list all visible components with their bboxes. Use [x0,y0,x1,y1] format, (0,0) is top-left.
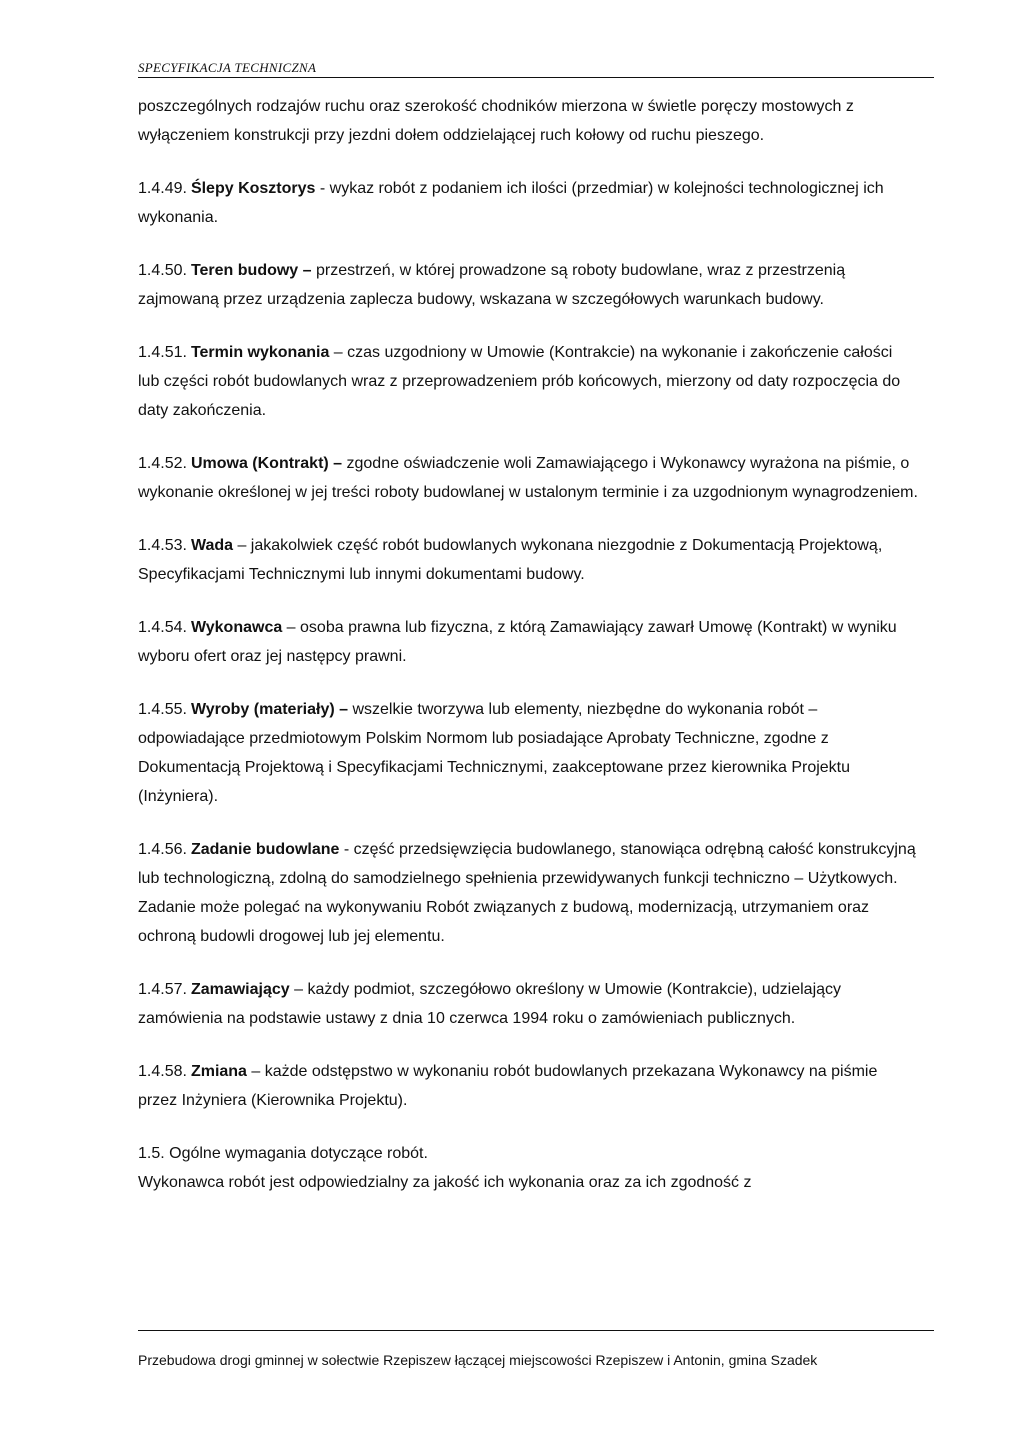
footer-divider [138,1330,934,1331]
definition-number: 1.4.49. [138,180,187,197]
definition-number: 1.4.52. [138,455,187,472]
definition-term: Termin wykonania [190,344,330,361]
definition-1-4-56 [138,835,918,951]
definition-term: Zamawiający [190,981,290,998]
definition-number: 1.4.55. [138,701,187,718]
definition-term: Wyroby (materiały) – [190,701,349,718]
definition-number: 1.4.53. [138,537,187,554]
intro-paragraph: poszczególnych rodzajów ruchu oraz szerokość chodników mierzona w świetle poręczy mostowych z wyłączeniem konstrukcji przy jezdni dołem oddzielającej ruch kołowy od ruchu pieszego. [138,98,854,144]
definition-number: 1.4.51. [138,344,187,361]
definition-1-4-51 [138,338,918,425]
definition-1-4-52 [138,449,918,507]
definition-term: Umowa (Kontrakt) – [190,455,343,472]
definition-1-4-54 [138,613,918,671]
definition-term: Wykonawca [190,619,283,636]
definition-text: przestrzeń, w której prowadzone są roboty budowlane, wraz z przestrzenią zajmowaną przez urządzenia zaplecza budowy, wskazana w szczegółowych warunkach budowy. [138,262,846,308]
definition-1-4-58 [138,1057,918,1115]
section-heading: 1.5. Ogólne wymagania dotyczące robót. [138,1145,428,1162]
definition-number: 1.4.57. [138,981,187,998]
definition-text: – czas uzgodniony w Umowie (Kontrakcie) na wykonanie i zakończenie całości lub części robót budowlanych wraz z przeprowadzeniem prób końcowych, mierzony od daty rozpoczęcia do daty zakończenia. [138,344,901,419]
definition-term: Teren budowy – [190,262,312,279]
section-paragraph: Wykonawca robót jest odpowiedzialny za jakość ich wykonania oraz za ich zgodność z [138,1174,752,1191]
definition-text: wszelkie tworzywa lub elementy, niezbędne do wykonania robót – odpowiadające przedmiotowym Polskim Normom lub posiadające Aprobaty Techniczne, zgodne z Dokumentacją Projektową i Specyfikacjami Technicznymi, zaakceptowane przez kierownika Projektu (Inżyniera). [138,701,851,805]
definition-number: 1.4.50. [138,262,187,279]
definition-number: 1.4.56. [138,841,187,858]
definition-text: - wykaz robót z podaniem ich ilości (przedmiar) w kolejności technologicznej ich wykonania. [138,180,884,226]
definition-text: – każdy podmiot, szczegółowo określony w Umowie (Kontrakcie), udzielający zamówienia na podstawie ustawy z dnia 10 czerwca 1994 roku o zamówieniach publicznych. [138,981,842,1027]
document-body [138,92,918,1197]
definition-text: - część przedsięwzięcia budowlanego, stanowiąca odrębną całość konstrukcyjną lub technologiczną, zdolną do samodzielnego spełnienia przewidywanych funkcji techniczno – Użytkowych. Zadanie może polegać na wykonywaniu Robót związanych z budową, modernizacją, utrzymaniem oraz ochroną budowli drogowej lub jej elementu. [138,841,916,945]
definition-term: Zadanie budowlane [190,841,340,858]
definition-number: 1.4.54. [138,619,187,636]
page-header-title: SPECYFIKACJA TECHNICZNA [138,60,317,75]
page-footer-text: Przebudowa drogi gminnej w sołectwie Rzepiszew łączącej miejscowości Rzepiszew i Antonin, gmina Szadek [138,1352,818,1368]
header-divider [138,77,934,78]
definition-1-4-57 [138,975,918,1033]
definition-number: 1.4.58. [138,1063,187,1080]
definition-1-4-55 [138,695,918,811]
definition-text: zgodne oświadczenie woli Zamawiającego i Wykonawcy wyrażona na piśmie, o wykonanie określonej w jej treści roboty budowlanej w ustalonym terminie i za uzgodnionym wynagrodzeniem. [138,455,918,501]
definition-text: – jakakolwiek część robót budowlanych wykonana niezgodnie z Dokumentacją Projektową, Specyfikacjami Technicznymi lub innymi dokumentami budowy. [138,537,883,583]
definition-term: Wada [190,537,234,554]
definition-text: – każde odstępstwo w wykonaniu robót budowlanych przekazana Wykonawcy na piśmie przez Inżyniera (Kierownika Projektu). [138,1063,878,1109]
definition-1-4-50 [138,256,918,314]
definition-term: Ślepy Kosztorys [190,180,316,197]
definition-text: – osoba prawna lub fizyczna, z którą Zamawiający zawarł Umowę (Kontrakt) w wyniku wyboru ofert oraz jej następcy prawni. [138,619,897,665]
definition-1-4-49 [138,174,918,232]
definition-1-4-53 [138,531,918,589]
definition-term: Zmiana [190,1063,247,1080]
